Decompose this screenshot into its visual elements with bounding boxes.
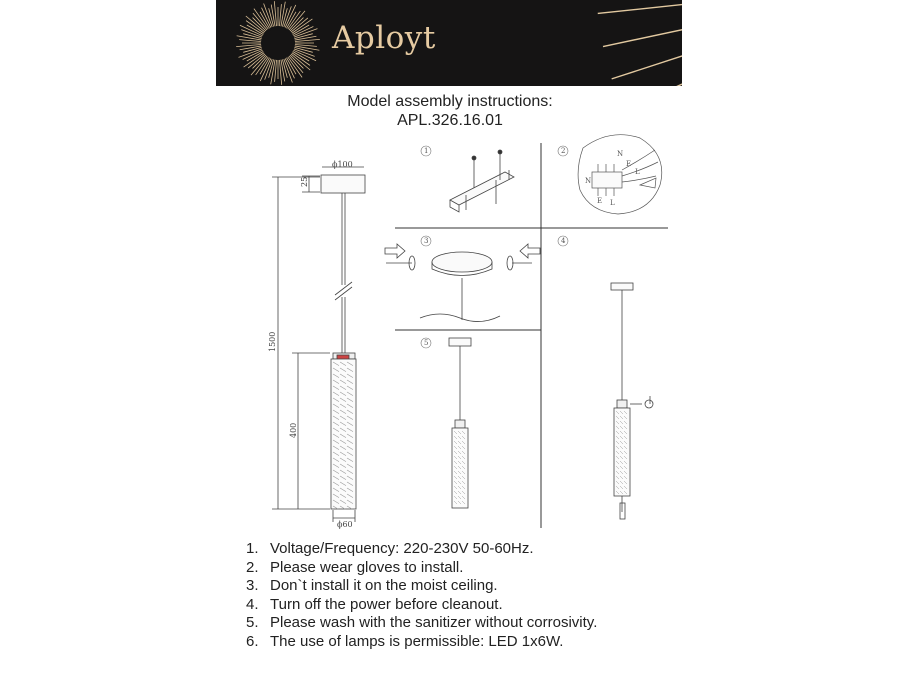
canopy-diameter-label: ϕ100	[332, 160, 353, 169]
step-3-canopy-attach	[385, 244, 540, 322]
wire-label-e-bottom: E	[597, 197, 603, 205]
note-item: 5. Please wash with the sanitizer without corrosivity.	[246, 614, 598, 632]
wire-label-n-bottom: N	[585, 177, 592, 185]
note-item: 6. The use of lamps is permissible: LED 1x6W.	[246, 632, 564, 650]
total-height-label: 1500	[268, 331, 277, 352]
shade-height-label: 400	[289, 422, 298, 438]
brand-name: Aployt	[332, 20, 436, 56]
wire-label-e-top: E	[626, 160, 632, 168]
note-item: 4. Turn off the power before cleanout.	[246, 595, 503, 613]
step-4-marker: 4	[561, 237, 566, 245]
shade-diameter-label: ϕ60	[337, 520, 353, 529]
step-2-wiring-detail	[578, 135, 662, 214]
note-item: 3. Don`t install it on the moist ceiling.	[246, 577, 498, 595]
wire-label-l-bottom: L	[610, 199, 615, 207]
wire-label-l-top: L	[635, 168, 640, 176]
step-3-marker: 3	[424, 237, 429, 245]
step-1-mounting-bracket	[450, 150, 514, 212]
document-title: Model assembly instructions:	[347, 93, 553, 110]
step-4-lamp-assembly	[611, 283, 653, 519]
step-1-marker: 1	[424, 147, 429, 155]
note-item: 1. Voltage/Frequency: 220-230V 50-60Hz.	[246, 540, 534, 557]
canopy-height-label: 25	[300, 176, 309, 187]
main-lamp-drawing	[272, 167, 365, 522]
wire-label-n-top: N	[617, 150, 624, 158]
instruction-notes	[246, 540, 597, 652]
step-5-marker: 5	[424, 339, 429, 347]
step-5-completed-lamp	[449, 338, 471, 508]
step-2-marker: 2	[561, 147, 566, 155]
model-number: APL.326.16.01	[397, 112, 503, 129]
note-item: 2. Please wear gloves to install.	[246, 558, 464, 576]
